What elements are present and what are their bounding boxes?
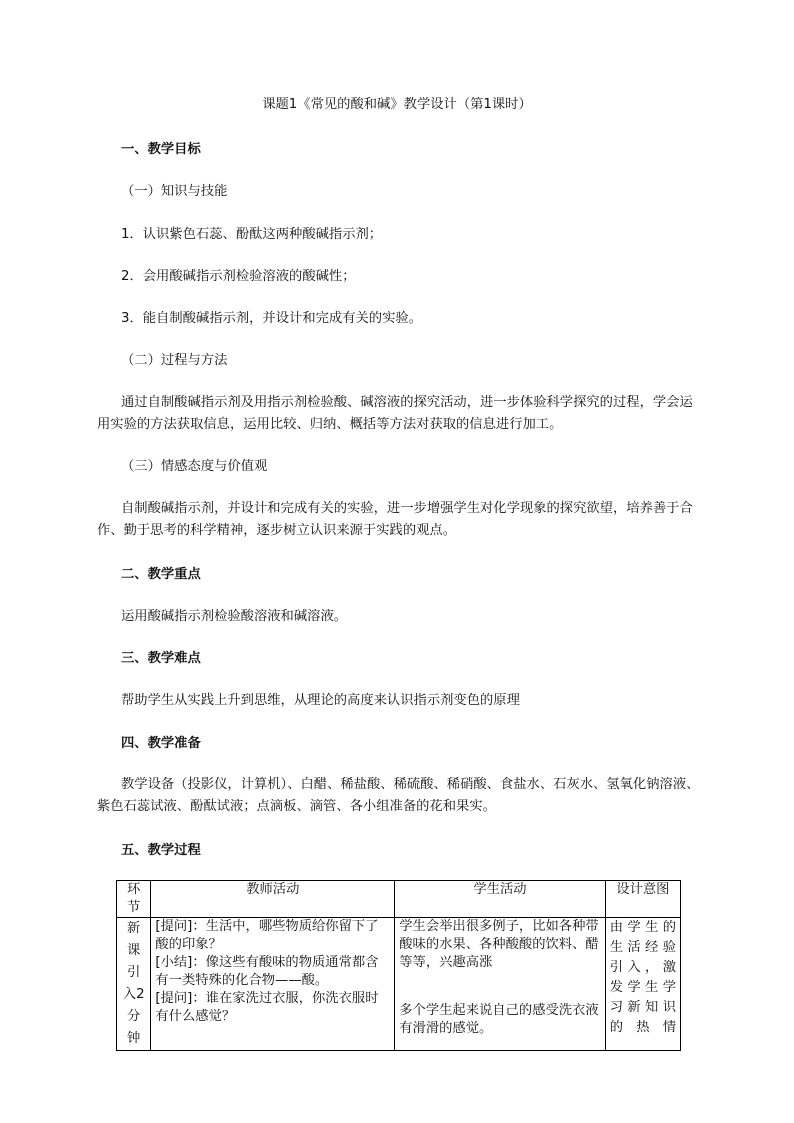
teacher-question-2: [提问]：谁在家洗过衣服，你洗衣服时有什么感觉？ bbox=[155, 991, 379, 1024]
cell-intent: 由学生的生活经验引入，激发学生学习新知识的热情 bbox=[605, 918, 680, 1051]
student-response-2: 多个学生起来说自己的感受洗衣液有滑滑的感觉。 bbox=[399, 1003, 599, 1036]
col-header-student: 学生活动 bbox=[395, 881, 606, 918]
table-header-row bbox=[117, 881, 681, 918]
process-heading: （二）过程与方法 bbox=[121, 353, 228, 368]
preparation-heading: 四、教学准备 bbox=[121, 736, 201, 751]
cell-stage: 新课引入2分钟 bbox=[117, 918, 151, 1051]
preparation-paragraph: 教学设备（投影仪，计算机）、白醋、稀盐酸、稀硫酸、稀硝酸、食盐水、石灰水、氢氧化钠溶液、紫色石蕊试液、酚酞试液；点滴板、滴管、各小组准备的花和果实。 bbox=[97, 777, 700, 814]
process-table-heading: 五、教学过程 bbox=[121, 843, 201, 858]
objectives-heading: 一、教学目标 bbox=[121, 142, 201, 157]
cell-teacher bbox=[151, 918, 395, 1051]
teacher-summary: [小结]：像这些有酸味的物质通常都含有一类特殊的化合物——酸。 bbox=[155, 955, 379, 988]
knowledge-item-1: 1．认识紫色石蕊、酚酞这两种酸碱指示剂； bbox=[121, 227, 383, 242]
col-header-intent: 设计意图 bbox=[605, 881, 680, 918]
difficulties-heading: 三、教学难点 bbox=[121, 651, 201, 666]
teaching-process-table bbox=[116, 880, 681, 1051]
key-points-text: 运用酸碱指示剂检验酸溶液和碱溶液。 bbox=[121, 609, 348, 624]
page-title: 课题1《常见的酸和碱》教学设计（第1课时） bbox=[262, 97, 532, 112]
col-header-stage: 环节 bbox=[117, 881, 151, 918]
emotion-heading: （三）情感态度与价值观 bbox=[121, 459, 268, 474]
teacher-question-1: [提问]：生活中，哪些物质给你留下了酸的印象？ bbox=[155, 919, 379, 952]
table-row bbox=[117, 918, 681, 1051]
key-points-heading: 二、教学重点 bbox=[121, 567, 201, 582]
knowledge-item-2: 2．会用酸碱指示剂检验溶液的酸碱性； bbox=[121, 269, 356, 284]
emotion-paragraph: 自制酸碱指示剂，并设计和完成有关的实验，进一步增强学生对化学现象的探究欲望，培养善于合作、勤于思考的科学精神，逐步树立认识来源于实践的观点。 bbox=[97, 501, 693, 538]
col-header-teacher: 教师活动 bbox=[151, 881, 395, 918]
difficulties-text: 帮助学生从实践上升到思维，从理论的高度来认识指示剂变色的原理 bbox=[121, 693, 520, 708]
student-response-1: 学生会举出很多例子，比如各种带酸味的水果、各种酸酸的饮料、醋等等，兴趣高涨 bbox=[399, 919, 599, 970]
knowledge-item-3: 3．能自制酸碱指示剂，并设计和完成有关的实验。 bbox=[121, 311, 422, 326]
knowledge-heading: （一）知识与技能 bbox=[121, 184, 228, 199]
process-paragraph: 通过自制酸碱指示剂及用指示剂检验酸、碱溶液的探究活动，进一步体验科学探究的过程，学会运用实验的方法获取信息，运用比较、归纳、概括等方法对获取的信息进行加工。 bbox=[97, 395, 693, 432]
cell-student bbox=[395, 918, 606, 1051]
